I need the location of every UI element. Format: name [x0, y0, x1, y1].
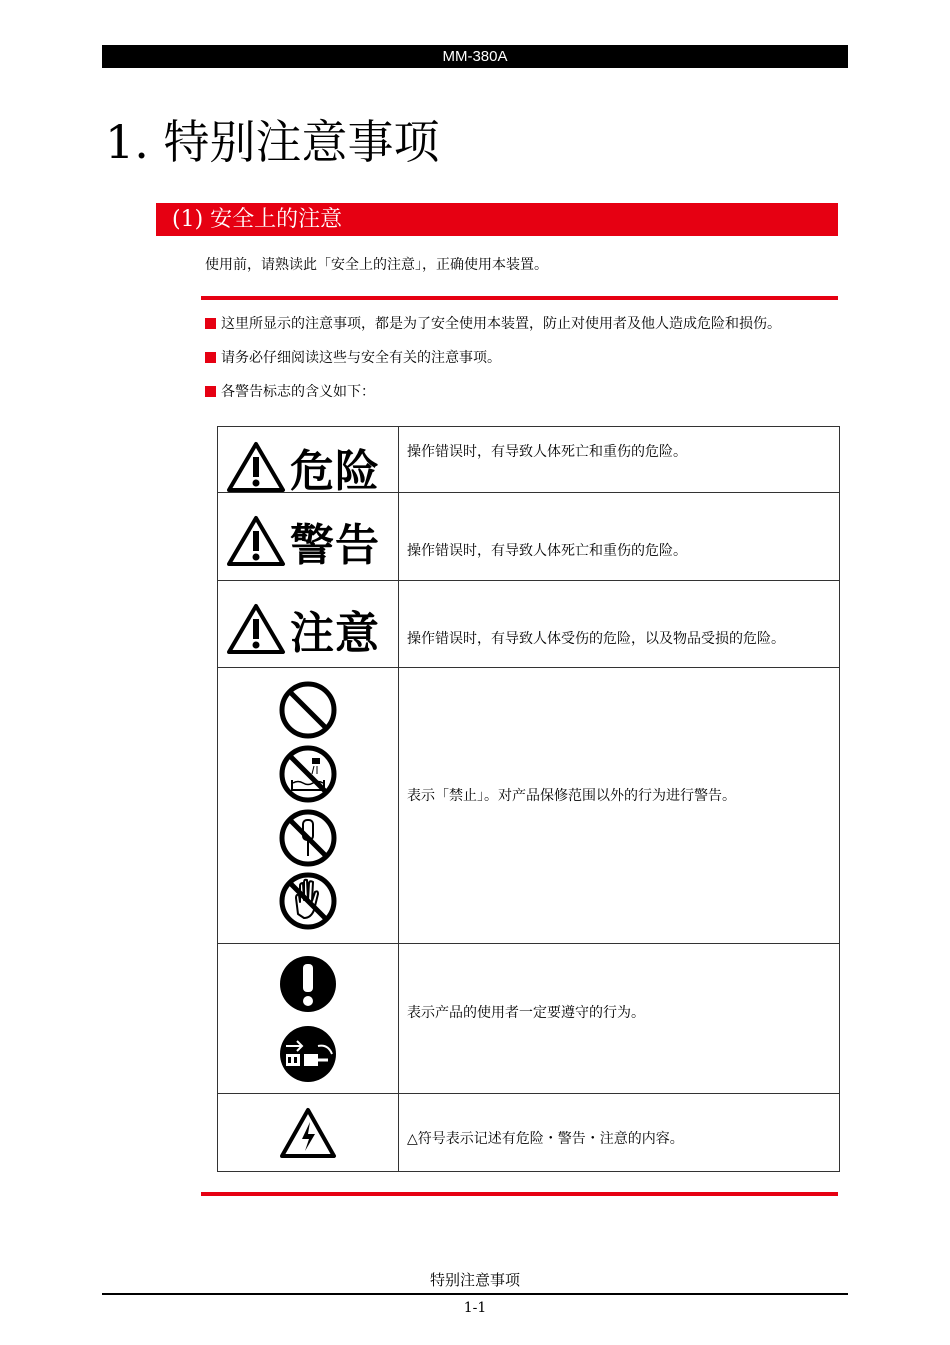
footer-rule	[102, 1293, 848, 1295]
bullet-square-icon	[205, 318, 216, 329]
warning-triangle-icon	[226, 515, 286, 567]
bullet-text: 请务必仔细阅读这些与安全有关的注意事项。	[221, 350, 501, 366]
table-row	[218, 1094, 840, 1172]
description-cell: 表示「禁止」。对产品保修范围以外的行为进行警告。	[399, 668, 840, 944]
symbol-cell	[218, 493, 399, 581]
electric-shock-icon	[278, 1106, 338, 1162]
no-water-icon	[278, 744, 338, 804]
footer-chapter: 特别注意事项	[429, 1271, 520, 1289]
bottom-divider	[201, 1192, 838, 1196]
symbol-cell	[218, 427, 399, 497]
prohibited-icon	[278, 680, 338, 740]
do-not-touch-icon	[278, 870, 338, 932]
model-label: MM-380A	[442, 48, 508, 65]
signal-word-warning	[226, 509, 380, 573]
table-row	[218, 493, 840, 581]
signal-word-label: 注意	[290, 608, 380, 659]
symbol-cell	[218, 944, 399, 1094]
top-divider	[201, 296, 838, 300]
page-number: 1-1	[463, 1300, 487, 1316]
table-row	[218, 944, 840, 1094]
bullet-square-icon	[205, 386, 216, 397]
signal-word-danger	[226, 435, 380, 499]
description-cell: 操作错误时，有导致人体死亡和重伤的危险。	[399, 493, 840, 581]
symbol-cell	[218, 581, 399, 668]
warning-symbols-table	[217, 426, 840, 1171]
bullet-item	[205, 381, 375, 403]
intro-text: 使用前，请熟读此「安全上的注意」，正确使用本装置。	[205, 257, 548, 273]
bullet-item	[205, 347, 501, 369]
description-cell: △符号表示记述有危险・警告・注意的内容。	[399, 1094, 840, 1172]
table-row	[218, 427, 840, 493]
bullet-item	[205, 313, 781, 335]
description-cell: 表示产品的使用者一定要遵守的行为。	[399, 944, 840, 1094]
bullet-square-icon	[205, 352, 216, 363]
signal-word-label: 危险	[290, 446, 380, 497]
page-title: 1. 特别注意事项	[105, 115, 440, 169]
description-cell: 操作错误时，有导致人体死亡和重伤的危险。	[399, 427, 840, 493]
warning-triangle-icon	[226, 603, 286, 655]
table-row	[218, 668, 840, 944]
bullet-text: 各警告标志的含义如下：	[221, 384, 375, 400]
signal-word-label: 警告	[290, 520, 380, 571]
warning-triangle-icon	[226, 441, 286, 493]
document-header	[102, 45, 848, 68]
bullet-text: 这里所显示的注意事项，都是为了安全使用本装置，防止对使用者及他人造成危险和损伤。	[221, 316, 781, 332]
description-cell: 操作错误时，有导致人体受伤的危险，以及物品受损的危险。	[399, 581, 840, 668]
signal-word-caution	[226, 597, 380, 661]
symbol-cell	[218, 668, 399, 944]
no-disassembly-icon	[278, 808, 338, 868]
unplug-icon	[278, 1024, 338, 1084]
section-title: (1) 安全上的注意	[172, 207, 343, 232]
mandatory-action-icon	[278, 954, 338, 1014]
symbol-cell	[218, 1094, 399, 1172]
table-row	[218, 581, 840, 668]
